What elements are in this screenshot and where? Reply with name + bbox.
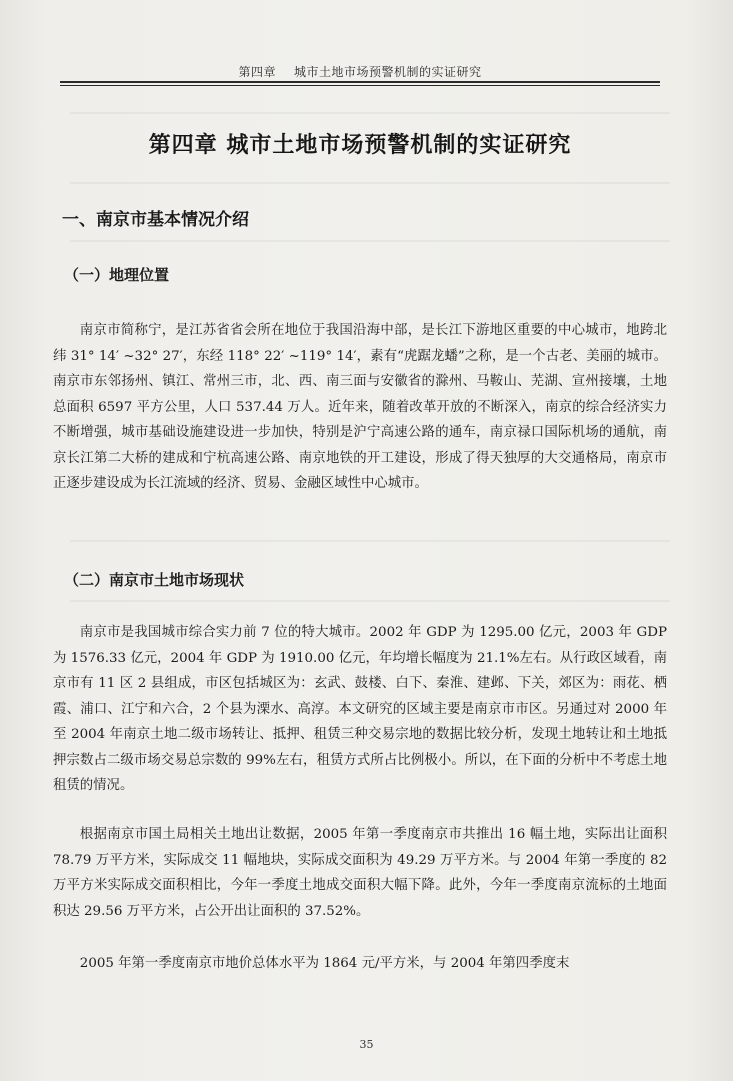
paragraph-geography: 南京市简称宁，是江苏省省会所在地位于我国沿海中部，是长江下游地区重要的中心城市，地跨北纬 31° 14′ ~32° 27′，东经 118° 22′ ~119° 14′，素有“虎踞龙蟠”之称，是一个古老、美丽的城市。南京市东邻扬州、镇江、常州三市，北、西、南三面与安徽省的滁州、马鞍山、芜湖、宣州接壤，土地总面积 6597 平方公里，人口 537.44 万人。近年来，随着改革开放的不断深入，南京的综合经济实力不断增强，城市基础设施建设进一步加快，特别是沪宁高速公路的通车，南京禄口国际机场的通航，南京长江第二大桥的建成和宁杭高速公路、南京地铁的开工建设，形成了得天独厚的大交通格局，南京市正逐步建设成为长江流域的经济、贸易、金融区域性中心城市。: [53, 323, 667, 491]
subsection-heading-geography: （一）地理位置: [64, 266, 170, 284]
header-chapter: 第四章: [238, 65, 276, 79]
page-number: 35: [359, 1038, 374, 1051]
paragraph-land-market-2: 根据南京市国土局相关土地出让数据，2005 年第一季度南京市共推出 16 幅土地，实际出让面积 78.79 万平方米，实际成交 11 幅地块，实际成交面积为 49.29 万平方米。与 2004 年第一季度的 82 万平方米实际成交面积相比，今年一季度土地成交面积大幅下降。此外，今年一季度南京流标的土地面积达 29.56 万平方米，占公开出让面积的 37.52%。: [53, 827, 668, 919]
header-rule-thin: [60, 85, 660, 86]
header-title: 城市土地市场预警机制的实证研究: [294, 65, 482, 79]
bleed-through-line: [70, 540, 670, 542]
section-heading: 一、南京市基本情况介绍: [62, 210, 249, 230]
header-rule: [60, 81, 660, 83]
paragraph-land-market-3: 2005 年第一季度南京市地价总体水平为 1864 元/平方米，与 2004 年第四季度末: [79, 956, 570, 971]
running-header: [60, 63, 660, 80]
bleed-through-line: [70, 182, 670, 184]
chapter-title: 第四章 城市土地市场预警机制的实证研究: [148, 132, 572, 158]
bleed-through-line: [70, 240, 670, 242]
bleed-through-line: [70, 112, 670, 114]
paragraph-land-market-1: 南京市是我国城市综合实力前 7 位的特大城市。2002 年 GDP 为 1295.00 亿元，2003 年 GDP 为 1576.33 亿元，2004 年 GDP 为 1910.00 亿元，年均增长幅度为 21.1%左右。从行政区域看，南京市有 11 区 2 县组成，市区包括城区为：玄武、鼓楼、白下、秦淮、建邺、下关，郊区为：雨花、栖霞、浦口、江宁和六合，2 个县为溧水、高淳。本文研究的区域主要是南京市市区。另通过对 2000 年至 2004 年南京土地二级市场转让、抵押、租赁三种交易宗地的数据比较分析，发现土地转让和土地抵押宗数占二级市场交易总宗数的 99%左右，租赁方式所占比例极小。所以，在下面的分析中不考虑土地租赁的情况。: [53, 625, 667, 793]
subsection-heading-land-market: （二）南京市土地市场现状: [64, 571, 245, 589]
bleed-through-line: [70, 600, 670, 602]
